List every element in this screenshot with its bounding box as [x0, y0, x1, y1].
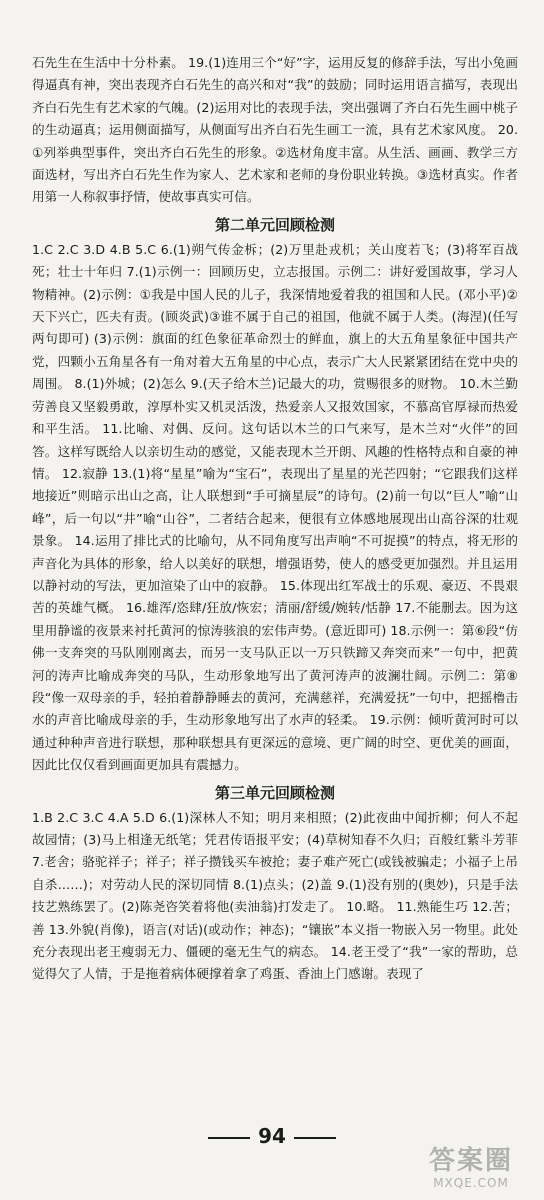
left-dash — [208, 1137, 250, 1139]
answer-paragraph-unit3: 1.B 2.C 3.C 4.A 5.D 6.(1)深林人不知；明月来相照；(2)此夜曲中闻折柳；何人不起故园情；(3)马上相逢无纸笔；凭君传语报平安；(4)草树知春不久归；百般红紫斗芳菲 7.老舍；骆驼祥子；祥子；祥子攒钱买车被抢；妻子难产死亡(或钱被骗走；小福子上吊自杀……)；对劳动人民的深切同情 8.(1)点头；(2)盖 9.(1)没有别的(奥妙)，只是手法技艺熟练罢了。(2)陈尧咨笑着将他(卖油翁)打发走了。 10.略。 11.熟能生巧 12.苦；善 13.外貌(肖像)，语言(对话)(或动作；神态)；“镶嵌”本义指一物嵌入另一物里。此处充分表现出老王瘦弱无力、僵硬的毫无生气的病态。 14.老王受了“我”一家的帮助，总觉得欠了人情，于是拖着病体硬撑着拿了鸡蛋、香油上门感谢。表现了 — [32, 809, 519, 982]
watermark-main-text: 答案圈 — [428, 1146, 513, 1176]
watermark-sub-text: MXQE.COM — [433, 1176, 509, 1190]
answer-paragraph-unit1-end: 石先生在生活中十分朴素。 19.(1)连用三个“好”字，运用反复的修辞手法，写出小兔画得逼真有神，突出表现齐白石先生的高兴和对“我”的鼓励；同时运用语言描写，表现出齐白石先生有艺术家的气魄。(2)运用对比的表现手法，突出强调了齐白石先生画中桃子的生动逼真；运用侧面描写，从侧面写出齐白石先生画工一流，具有艺术家风度。 20.①列举典型事件，突出齐白石先生的形象。②选材角度丰富。从生活、画画、教学三方面选材，写出齐白石先生作为家人、艺术家和老师的身份职业转换。③选材真实。作者用第一人称叙事抒情，使故事真实可信。 — [32, 55, 518, 205]
section-heading-unit3: 第三单元回顾检测 — [214, 783, 335, 802]
section-heading-unit2: 第二单元回顾检测 — [214, 215, 335, 234]
watermark-logo — [412, 1146, 530, 1190]
right-dash — [294, 1137, 336, 1139]
answer-paragraph-unit2: 1.C 2.C 3.D 4.B 5.C 6.(1)朔气传金柝；(2)万里赴戎机；关山度若飞；(3)将军百战死；壮士十年归 7.(1)示例一：回顾历史，立志报国。示例二：讲好爱国故事，学习人物精神。(2)示例：①我是中国人民的儿子，我深情地爱着我的祖国和人民。(邓小平)②天下兴亡，匹夫有责。(顾炎武)③谁不属于自己的祖国，他就不属于人类。(海涅)(任写两句即可) (3)示例：旗面的红色象征革命烈士的鲜血，旗上的大五角星象征中国共产党，四颗小五角星各有一角对着大五角星的中心点，表示广大人民紧紧团结在党中央的周围。 8.(1)外城；(2)怎么 9.(天子给木兰)记最大的功，赏赐很多的财物。 10.木兰勤劳善良又坚毅勇敢，淳厚朴实又机灵活泼，热爱亲人又报效国家，不慕高官厚禄而热爱和平生活。 11.比喻、对偶、反问。这句话以木兰的口气来写，是木兰对“火伴”的回答。这样写既给人以亲切生动的感觉，又能表现木兰开朗、风趣的性格特点和自豪的神情。 12.寂静 13.(1)将“星星”喻为“宝石”，表现出了星星的光芒四射；“它跟我们这样地接近”则暗示出山之高，让人联想到“手可摘星辰”的诗句。(2)前一句以“巨人”喻“山峰”，后一句以“井”喻“山谷”，二者结合起来，便很有立体感地展现出山高谷深的壮观景象。 14.运用了排比式的比喻句，从不同角度写出声响“不可捉摸”的特点，将无形的声音化为具体的形象，给人以美好的联想，增强语势，使人的感受更加强烈。并且运用以静衬动的写法，更加渲染了山中的寂静。 15.体现出红军战士的乐观、豪迈、不畏艰苦的英雄气概。 16.雄浑/恣肆/狂放/恢宏；清丽/舒缓/婉转/恬静 17.不能删去。因为这里用静谧的夜景来衬托黄河的惊涛骇浪的宏伟声势。(意近即可) 18.示例一：第⑥段“仿佛一支奔突的马队刚刚离去，而另一支马队正以一万只铁蹄又奔突而来”一句中，把黄河的涛声比喻成奔突的马队，生动形象地写出了黄河涛声的波澜壮阔。示例二：第⑧段“像一双母亲的手，轻拍着静静睡去的黄河，充满慈祥，充满爱抚”一句中，把摇橹击水的声音比喻成母亲的手，生动形象地写出了水声的轻柔。 19.示例：倾听黄河时可以通过种种声音进行联想，那种联想具有更深远的意境、更广阔的时空、更优美的画面，因此比仅仅看到画面更加具有震撼力。 — [32, 241, 518, 773]
page-number-text: 94 — [258, 1124, 286, 1148]
